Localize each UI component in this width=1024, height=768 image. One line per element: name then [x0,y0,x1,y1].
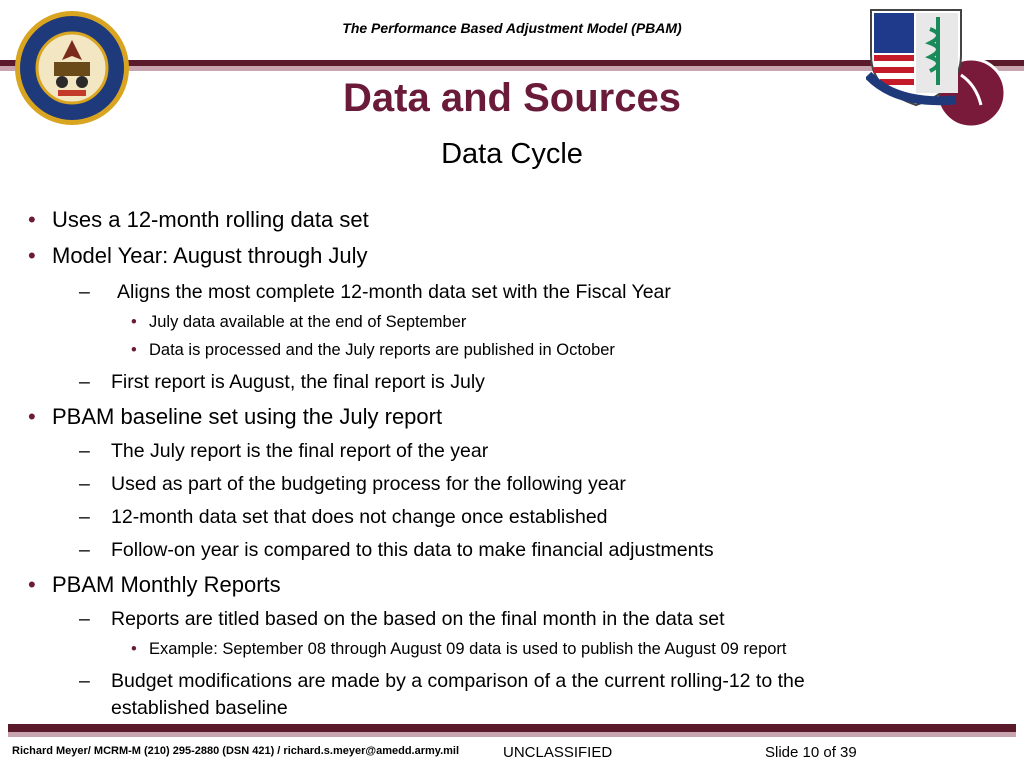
sub-bullet-item: – Reports are titled based on the based on the final month in the data set [79,608,725,630]
bullet-item: • Uses a 12-month rolling data set [28,207,369,232]
footer-author: Richard Meyer/ MCRM-M (210) 295-2880 (DSN 421) / richard.s.meyer@amedd.army.mil [12,745,460,757]
slide-title: Data and Sources [343,76,681,120]
dash-icon: – [79,670,90,692]
sub-bullet-item: – Budget modifications are made by a comparison of a the current rolling-12 to the [79,670,805,692]
dash-icon: – [79,608,90,630]
bullet-dot-icon: • [28,243,36,268]
dash-icon: – [79,539,90,561]
sub-bullet-item: – First report is August, the final report is July [79,371,485,393]
slide-subtitle: Data Cycle [441,138,583,170]
sub-sub-bullet-item: • Example: September 08 through August 09 data is used to publish the August 09 report [131,640,787,658]
bullet-dot-icon: • [131,640,137,658]
bullet-dot-icon: • [28,207,36,232]
bullet-dot-icon: • [28,572,36,597]
dash-icon: – [79,371,90,393]
footer-band-light [8,732,1016,737]
bullet-item: • PBAM Monthly Reports [28,572,281,597]
dash-icon: – [79,473,90,495]
bullet-item: • Model Year: August through July [28,243,368,268]
bullet-dot-icon: • [28,404,36,429]
sub-sub-bullet-item: • July data available at the end of September [131,313,467,331]
dash-icon: – [79,281,90,303]
sub-bullet-item: – 12-month data set that does not change once established [79,506,608,528]
sub-sub-bullet-item: • Data is processed and the July reports are published in October [131,341,615,359]
sub-bullet-item: – Follow-on year is compared to this data to make financial adjustments [79,539,714,561]
bullet-dot-icon: • [131,341,137,359]
footer-slide-number: Slide 10 of 39 [765,744,857,761]
dash-icon: – [79,440,90,462]
footer-band-dark [8,724,1016,732]
presentation-title: The Performance Based Adjustment Model (PBAM) [342,20,682,36]
sub-bullet-item: – Aligns the most complete 12-month data set with the Fiscal Year [79,281,671,303]
sub-bullet-item: – The July report is the final report of the year [79,440,489,462]
sub-bullet-continuation: established baseline [111,697,288,719]
footer-classification: UNCLASSIFIED [503,744,613,761]
bullet-dot-icon: • [131,313,137,331]
bullet-item: • PBAM baseline set using the July report [28,404,443,429]
sub-bullet-item: – Used as part of the budgeting process for the following year [79,473,626,495]
dash-icon: – [79,506,90,528]
